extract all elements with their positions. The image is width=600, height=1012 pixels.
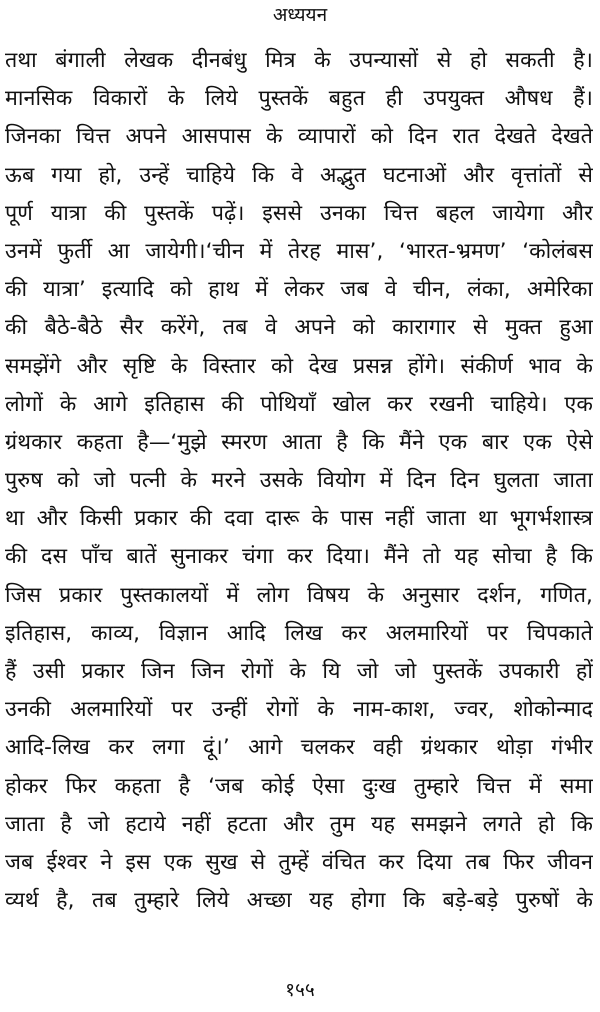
text-line: आदि-लिख कर लगा दूं।’ आगे चलकर वही ग्रंथकार थोड़ा गंभीर [5, 735, 593, 761]
text-line: इतिहास, काव्य, विज्ञान आदि लिख कर अलमारियों पर चिपकाते [5, 620, 593, 646]
body-text [5, 42, 593, 920]
text-line: ग्रंथकार कहता है—‘मुझे स्मरण आता है कि मैंने एक बार एक ऐसे [5, 429, 593, 455]
text-line: उनकी अलमारियों पर उन्हीं रोगों के नाम-काश, ज्वर, शोकोन्माद [5, 697, 593, 723]
text-line: होकर फिर कहता है ‘जब कोई ऐसा दुःख तुम्हारे चित्त में समा [5, 773, 593, 799]
text-line: जाता है जो हटाये नहीं हटता और तुम यह समझने लगते हो कि [5, 811, 593, 837]
text-line: समझेंगे और सृष्टि के विस्तार को देख प्रसन्न होंगे। संकीर्ण भाव के [5, 353, 593, 379]
text-line: हैं उसी प्रकार जिन जिन रोगों के यि जो जो पुस्तकें उपकारी हों [5, 659, 593, 684]
text-line: पुरुष को जो पत्नी के मरने उसके वियोग में दिन दिन घुलता जाता [5, 468, 593, 494]
text-line: था और किसी प्रकार की दवा दारू के पास नहीं जाता था भूगर्भशास्त्र [5, 506, 593, 532]
text-line: उनमें फुर्ती आ जायेगी।‘चीन में तेरह मास’, ‘भारत-भ्रमण’ ‘कोलंबस [5, 238, 593, 264]
text-line: तथा बंगाली लेखक दीनबंधु मित्र के उपन्यासों से हो सकती है। [5, 48, 593, 73]
text-line: लोगों के आगे इतिहास की पोथियाँ खोल कर रखनी चाहिये। एक [5, 391, 593, 417]
text-line: की यात्रा’ इत्यादि को हाथ में लेकर जब वे चीन, लंका, अमेरिका [5, 277, 593, 303]
page-number: १५५ [285, 979, 315, 1001]
text-line: जिनका चित्त अपने आसपास के व्यापारों को दिन रात देखते देखते [5, 124, 593, 150]
text-line: पूर्ण यात्रा की पुस्तकें पढ़ें। इससे उनका चित्त बहल जायेगा और [5, 200, 593, 226]
text-line: ऊब गया हो, उन्हें चाहिये कि वे अद्भुत घटनाओं और वृत्तांतों से [5, 162, 593, 188]
text-line: की दस पाँच बातें सुनाकर चंगा कर दिया। मैंने तो यह सोचा है कि [5, 544, 593, 570]
text-line: की बैठे-बैठे सैर करेंगे, तब वे अपने को कारागार से मुक्त हुआ [5, 315, 593, 341]
text-line: मानसिक विकारों के लिये पुस्तकें बहुत ही उपयुक्त औषध हैं। [5, 86, 593, 112]
text-line: जिस प्रकार पुस्तकालयों में लोग विषय के अनुसार दर्शन, गणित, [5, 582, 593, 608]
running-head: अध्ययन [272, 4, 328, 26]
text-line: जब ईश्वर ने इस एक सुख से तुम्हें वंचित कर दिया तब फिर जीवन [5, 849, 593, 875]
text-line: व्यर्थ है, तब तुम्हारे लिये अच्छा यह होगा कि बड़े-बड़े पुरुषों के [5, 888, 593, 914]
